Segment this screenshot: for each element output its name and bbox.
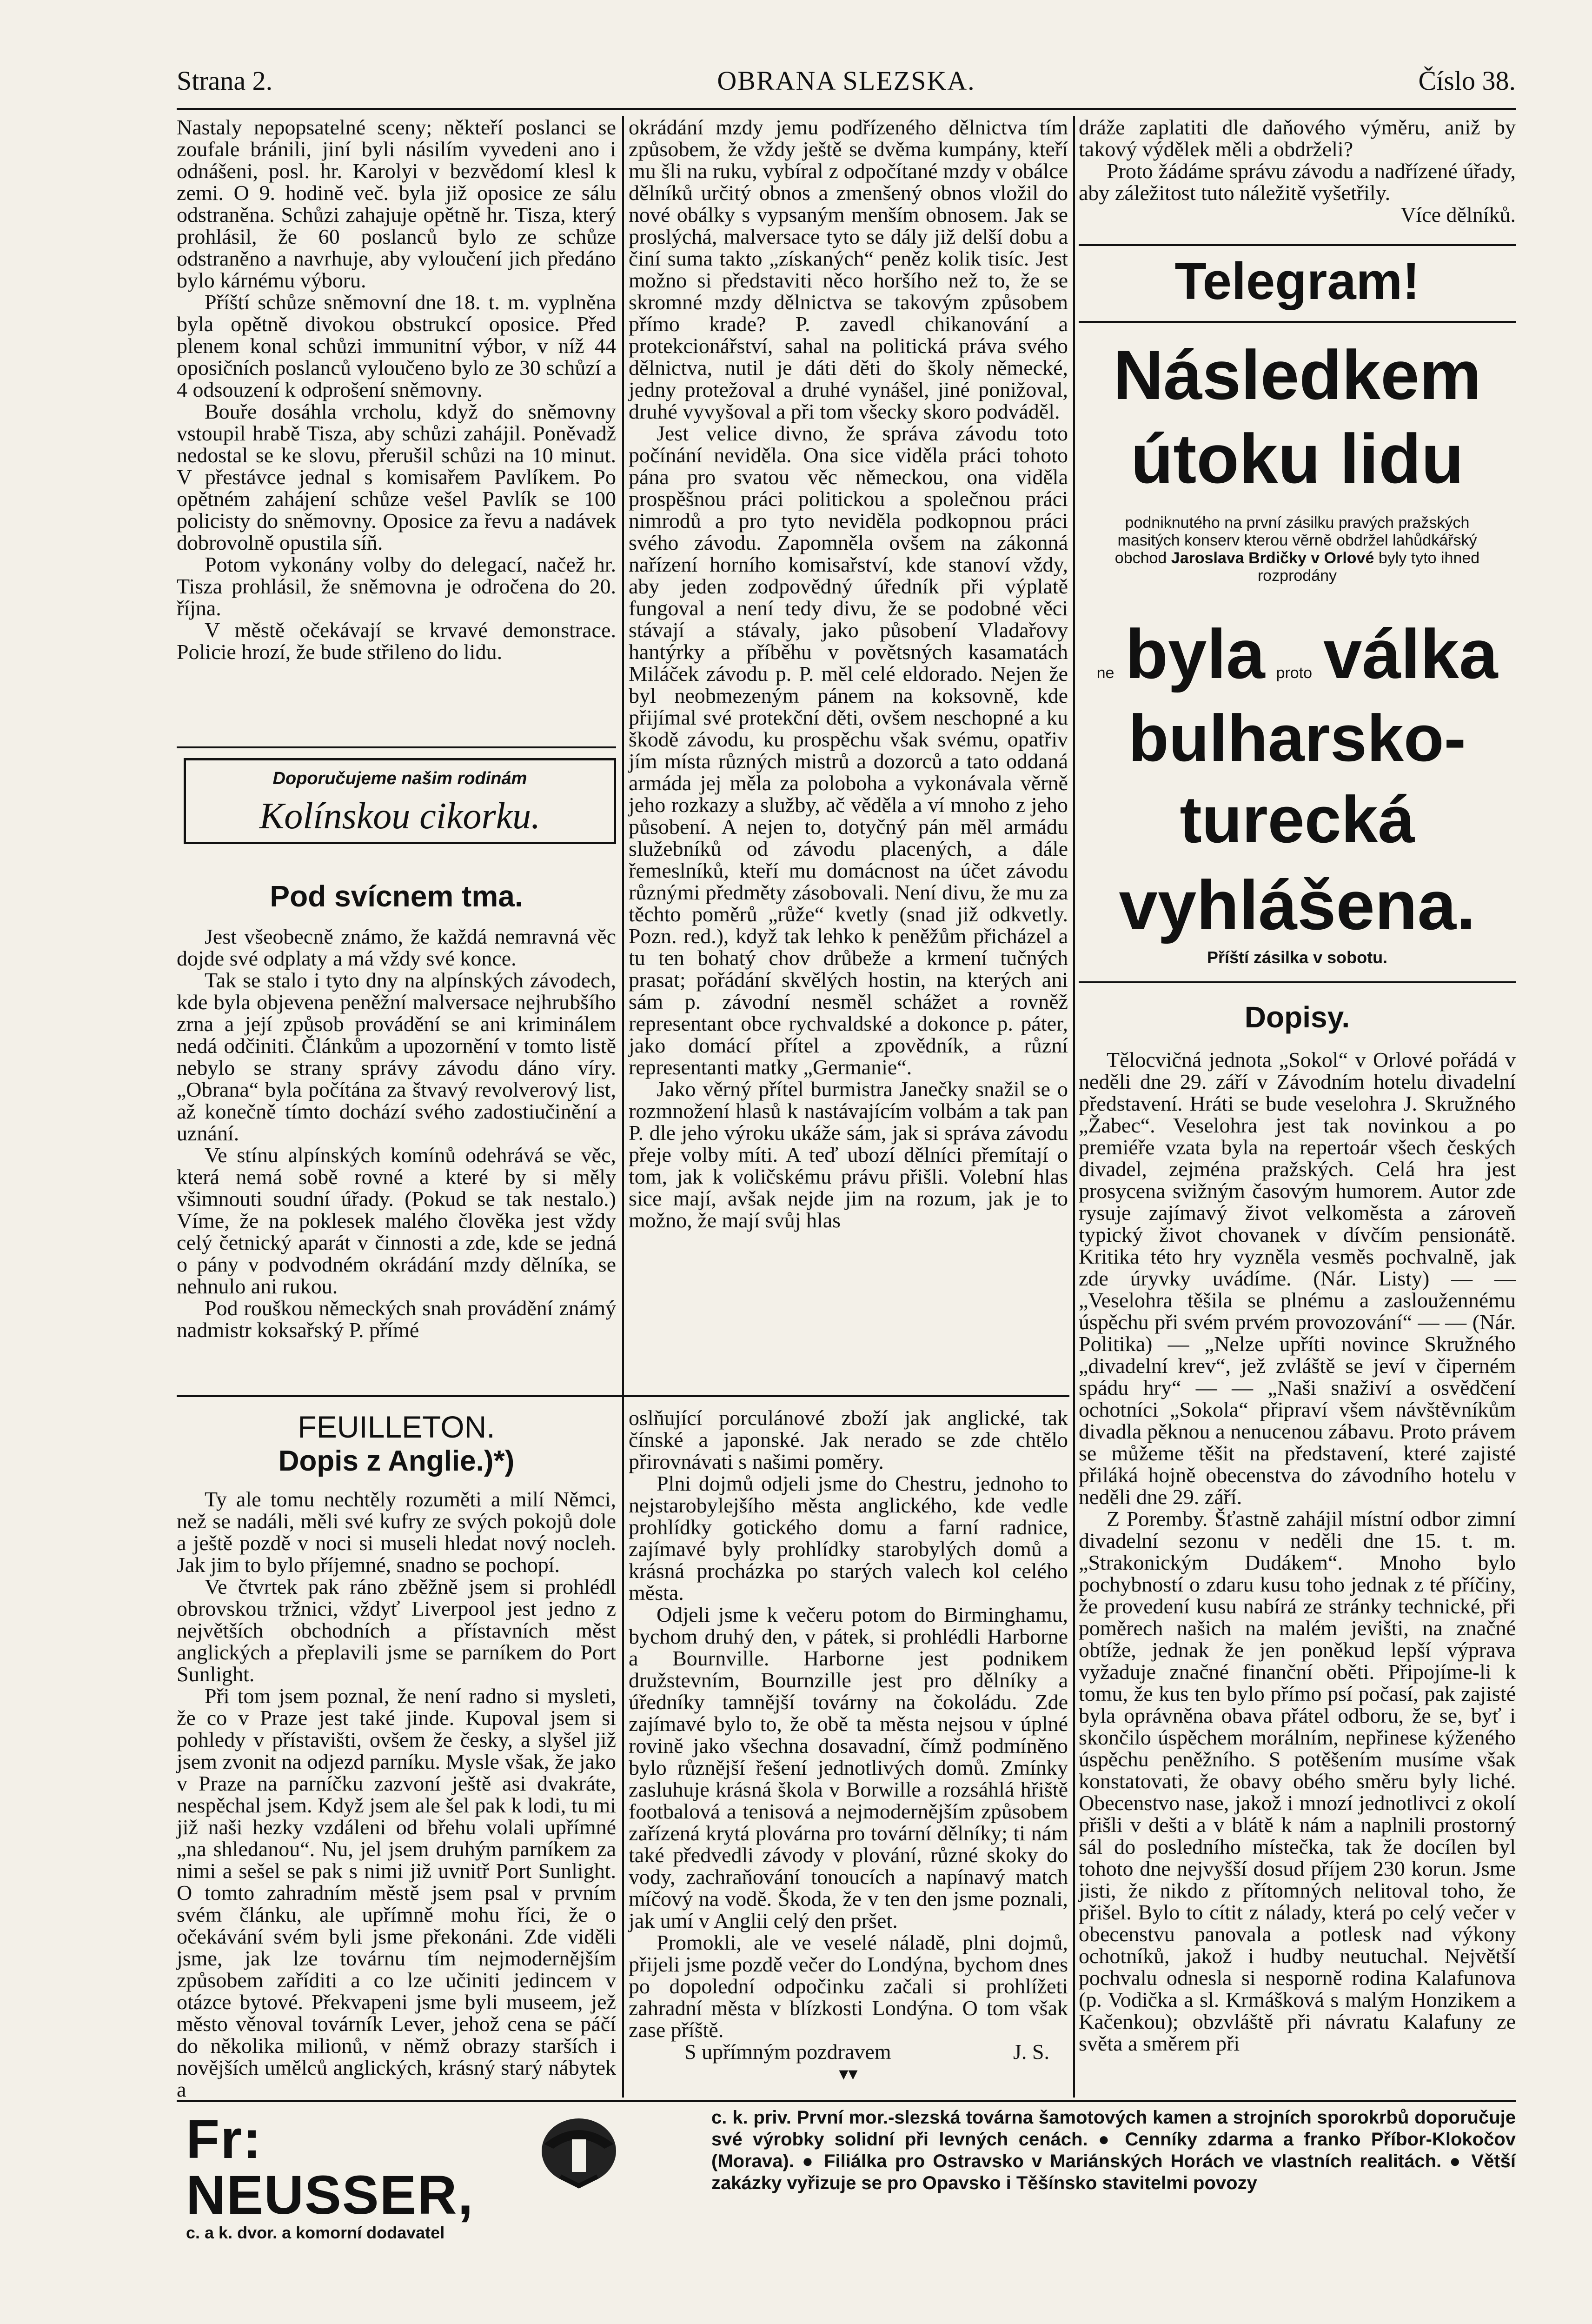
logo-subtitle: c. a k. dvor. a komorní dodavatel [186, 2223, 445, 2242]
feuilleton-title: Dopis z Anglie.)*) [278, 1445, 515, 1477]
ad-line-1: Doporučujeme našim rodinám [272, 769, 527, 788]
article-pod-svicnem [177, 926, 616, 1414]
paragraph: Ty ale tomu nechtěly rozuměti a milí Němci, než se nadáli, měli své kufry ze svých pokojů dole a ještě pozdě v noci si museli hledat nový nocleh. Jak jim to bylo příjemné, snadno se pochopí. [177, 1487, 616, 1577]
paragraph: Tak se stalo i tyto dny na alpínských závodech, kde byla objevena peněžní malversace nejhrubšího zrna a její způsob provádění se ani kriminálem nedá odčiniti. Článkům a upozornění v tomto listě nebylo se strany správy závodu dáno víry. „Obrana“ byla počítána za štvavý revolverový list, až konečně tímto dochází svého zadostiučinění a uznání. [177, 968, 616, 1145]
paragraph: Jako věrný přítel burmistra Janečky snažil se o rozmnožení hlasů k nastávajícím volbám a tak pan P. dle jeho výroku ukáže sám, jak si správa závodu přeje volby míti. A teď ubozí dělníci přemítají o tom, jak k voličskému právu přišli. Volební hlas sice mají, avšak nejde jim na rozum, jak je to možno, že mají svůj hlas [629, 1077, 1068, 1232]
closing-line [629, 2041, 1068, 2063]
paragraph: okrádání mzdy jemu podřízeného dělnictva tím způsobem, že vždy ještě se dvěma kumpány, kteří mu šli na ruku, vybíral z odpočítané mzdy v obálce dělníků určitý obnos a zmenšený obnos vložil do nové obálky s vypsaným menším obnosem. Jak se proslýchá, malversace tyto se dály již delší dobu a činí suma takto „získaných“ peněz kolik tisíc. Jest možno si představiti něco horšího než to, že se skromné mzdy dělnictva se takovým způsobem přímo krade? P. zavedl chikanování a protekcionářství, sahal na politická práva svého dělnictva, nutil je dáti děti do školy německé, jedny protežoval a druhé vynášel, jiné ponižoval, druhé vyvyšoval a při tom všecky skoro podváděl. [629, 115, 1068, 423]
telegram-rule-top [1079, 244, 1516, 246]
paragraph: dráže zaplatiti dle daňového výměru, aniž by takový výdělek měli a obdrželi? [1079, 115, 1516, 161]
paragraph: Jest všeobecně známo, že každá nemravná věc dojde své odplaty a má vždy své konce. [177, 925, 616, 970]
telegram-heading-1: Následkem [1113, 336, 1482, 414]
section-rule [177, 746, 616, 748]
eagle-emblem-icon [535, 2111, 623, 2191]
paragraph: Potom vykonány volby do delegací, načež hr. Tisza prohlásil, že sněmovna je odročena do 20. října. [177, 553, 616, 620]
article-title: Pod svícnem tma. [270, 879, 523, 913]
telegram-heading-3: ne byla proto válka [1096, 615, 1498, 693]
paragraph: Tělocvičná jednota „Sokol“ v Orlové pořádá v neděli dne 29. září v Závodním hotelu divadelní představení. Hráti se bude veselohra J. Skružného „Žabec“. Veselohra jest tak novinkou a po premiéře vzata byla na repertoár všech českých divadel, zejména pražských. Celá hra jest prosycena svižným časovým humorem. Autor zde rysuje zajímavý život velkoměsta a zároveň typický život chovanek v dívčím pensionátě. Kritika této hry vyzněla vesměs pochvalně, jak zde úryvky uvádíme. (Nár. Listy) — — „Veselohra těšila se plnému a zasloužennému úspěchu při svém prvém provozování“ — — (Nár. Politika) — „Nelze upříti novince Skružného „divadelní krev“, jež zvláště se jeví v čiperném spádu hry“ — — „Naši snaživí a osvědčení ochotníci „Sokola“ připraví všem návštěvníkům divadla pěknou a nenucenou zábavu. Proto právem se můžeme těšit na představení, které zajisté přiláká hojně obecenstva do závodního hotelu v neděli dne 29. září. [1079, 1048, 1516, 1509]
section-heading-pod-svicnem [177, 879, 616, 913]
column-2-top [629, 116, 1068, 1381]
signature: Více dělníků. [1400, 203, 1516, 226]
paragraph: Pod rouškou německých snah provádění známý nadmistr koksařský P. přímé [177, 1296, 616, 1342]
page-header [177, 65, 1516, 102]
newspaper-title: OBRANA SLEZSKA. [717, 66, 975, 96]
column-1-top [177, 116, 616, 744]
paragraph: Nastaly nepopsatelné sceny; někteří poslanci se zoufale bránili, jiní byli násilím vyvedeni ano i odnášeni, posl. hr. Karolyi v bezvědomí klesl k zemi. O 9. hodině več. byla již oposice ze sálu odstraněna. Schůzi zahajuje opětně hr. Tisza, který prohlásil, že 60 poslanců bylo ze schůze odstraněno a navrhuje, aby vyloučení jich předáno bylo kárnému výboru. [177, 115, 616, 292]
footer-rule [177, 2100, 1516, 2102]
column-rule-2 [1073, 116, 1075, 2098]
issue-number: Číslo 38. [1418, 66, 1516, 96]
paragraph: Jest velice divno, že správa závodu toto počínání neviděla. Ona sice viděla práci tohoto pána pro svatou věc německou, ona viděla prospěšnou práci politickou a společnou práci nimrodů a pro tyto neviděla podkopnou práci svého závodu. Zapomněla ovšem na zákonná nařízení horního komisařství, kde stanoví vždy, aby jeden zodpovědný úředník při výplatě fungoval a není tedy divu, že se podobné věci stávají a stávaly, jako působení Vladařovy hantýrky a příběhu v povětsných kasamatách Miláček závodu p. P. měl celé eldorado. Nejen že byl neobmezeným pánem na koksovně, kde přijímal své protekční děti, ovšem neschopné a ku škodě závodu, ku prospěchu však svému, opatřiv jím místa různých mistrů a dozorců a tato oddaná armáda jej měla za poloboha a vykonávala věrně jeho rozkazy a služby, ač věděla a ví mnoho z jeho působení. A nejen to, dotyčný pán měl armádu služebníků od závodu placených, a dále řemeslníků, kteří mu domácnost na účet závodu různými předměty zásobovali. Není divu, že mu za těchto poměrů „růže“ kvetly (snad již odkvetly. Pozn. red.), když tak lehko k peněžům přicházel a tu ten bohatý chov drůbeže a krmení tučných prasat; pořádání skvělých hostin, na kterých ani sám p. závodní nesměl schážet a rovněž representant obce rychvaldské a dokonce p. páter, jako domácí přítel a zpovědník, a různí representanti matky „Germanie“. [629, 421, 1068, 1079]
telegram-footer: Příští zásilka v sobotu. [1207, 948, 1388, 967]
paragraph: V městě očekávají se krvavé demonstrace. Policie hrozí, že bude střileno do lidu. [177, 618, 616, 664]
dopisy-text [1079, 1049, 1516, 2095]
paragraph: Ve čtvrtek pak ráno zběžně jsem si prohlédl obrovskou tržnici, vždyť Liverpool jest jedno z největších obchodních a přístavních měst anglických a přeplavili jsme se parníkem do Port Sunlight. [177, 1575, 616, 1686]
telegram-small-text: podniknutého na první zásilku pravých pražských masitých konserv kterou věrně obdržel lahůdkářský obchod Jaroslava Brdičky v Orlové byly tyto ihned rozprodány [1114, 514, 1480, 585]
telegram-title: Telegram! [1174, 252, 1420, 310]
neusser-ad-text: c. k. priv. První mor.-slezská továrna šamotových kamen a strojních sporokrbů doporučuje své výrobky solidní při levných cenách. ● Cenníky zdarma a franko Příbor-Klokočov (Morava). ● Filiálka pro Ostravsko v Mariánských Horách ve vlastních realitách. ● Větší zakázky vyřizuje se pro Opavsko i Těšínsko stavitelmi povozy [711, 2107, 1516, 2193]
paragraph: Proto žádáme správu závodu a nadřízené úřady, aby záležitost tuto náležitě vyšetřily. [1079, 159, 1516, 205]
signature: J. S. [1013, 2040, 1049, 2064]
column-rule-1 [622, 116, 624, 2098]
paragraph: Z Poremby. Šťastně zahájil místní odbor zimní divadelní sezonu v neděli dne 15. t. m. „Strakonickým Dudákem“. Mnoho bylo pochybností o zdaru kusu toho jednak z té příčiny, že provedení kusu nabírá ze stránky technické, při poměrech našich na malém jevišti, na značné obtíže, jednak že jen poněkud lepší výprava vyžaduje značné finanční oběti. Připojíme-li k tomu, že kus ten bylo přímo psí počasí, pak zajisté byla oprávněna obava přátel odboru, že se, byť i skončilo úspěchem morálním, nepřinese kýženého úspěchu peněžního. S potěšením musíme však konstatovati, že obavy obého směru byly liché. Obecenstvo nase, jakož i mnozí jednotlivci z okolí přišli v dešti a v blátě k nám a naplnili prostorný sál do posledního místečka, tak že docílen byl tohoto dne nejvyšší dosud příjem 230 korun. Jsme jisti, že nikdo z přítomných nelitoval toho, že přišel. Bylo to cítit z nálady, která po celý večer v obecenstvu panovala a potlesk nad výkony ochotníků, jakož i hudby neutuchal. Největší pochvalu odnesla si nesporně rodina Kalafunova (p. Vodička a sl. Krmášková s malým Honzikem a Kačenkou); obzvláště při návratu Kalafuny ze světa a směrem při [1079, 1507, 1516, 2055]
telegram-heading-4: bulharsko-turecká [1128, 701, 1466, 857]
header-rule [177, 108, 1516, 110]
paragraph: Ve stínu alpínských komínů odehrává se věc, která nemá sobě rovné a které by si měly všimnouti soudní úřady. (Pokud se tak nestalo.) Víme, že na poklesek malého člověka jest vždy celý četnický aparát v činnosti a zde, kde se jedná o pány v podvodném okrádání mzdy dělníka, se nehnulo ani rukou. [177, 1143, 616, 1298]
feuilleton-heading [177, 1409, 616, 1478]
telegram-rule [1079, 321, 1516, 323]
logo-name: Fr: NEUSSER, [186, 2109, 474, 2226]
shop-name: Jaroslava Brdičky v Orlové [1171, 549, 1374, 567]
paragraph: Bouře dosáhla vrcholu, když do sněmovny vstoupil hrabě Tisza, aby schůzi zahájil. Poněvadž nedostal se ke slovu, přerušil schůzi na 10 minut. V přestávce jednal s komisařem Pavlíkem. Po opětném zahájení schůze vešel Pavlík se 100 policisty do sněmovny. Oposice za řevu a nadávek dobrovolně opustila síň. [177, 400, 616, 554]
end-marks: ▾▾ [839, 2063, 858, 2084]
feuilleton-continued [629, 1407, 1068, 2091]
neusser-logo [186, 2109, 511, 2242]
cikorka-advertisement [184, 758, 616, 844]
ad-line-2: Kolínskou cikorku. [259, 796, 541, 837]
paragraph: Odjeli jsme k večeru potom do Birminghamu, bychom druhý den, v pátek, si prohlédli Harborne a Bournville. Harborne jest podnikem družstevním, Bournzille jest pro dělníky a úředníky tamnější továrny na čokoládu. Zde zajímavé bylo to, že obě ta města nejsou v úplné rovině jako všechna dosavadní, čímž podmíněno bylo různější řešení jednotlivých domů. Zmínky zasluhuje krásná škola v Borwille a rozsáhlá hřiště footbalová a tenisová a nejmodernějším způsobem zařízená krytá plovárna pro tovární dělníky; ti nám také předvedli závody v plování, různé skoky do vody, zachraňování tonoucích a napínavý match míčový na vodě. Škoda, že v ten den jsme poznali, jak umí v Anglii celý den pršet. [629, 1603, 1068, 1932]
page-number: Strana 2. [177, 66, 273, 96]
paragraph: Plni dojmů odjeli jsme do Chestru, jednoho to nejstarobylejšího města anglického, kde vedle prohlídky gotického domu a farní radnice, zajímavé byly prohlídky starobylých domů a krásná procházka po starých valech kol celého města. [629, 1472, 1068, 1605]
telegram-heading-2: útoku lidu [1130, 420, 1464, 498]
closing: S upřímným pozdravem [684, 2040, 891, 2064]
dopisy-title: Dopisy. [1244, 1000, 1350, 1034]
column-3-top [1079, 116, 1516, 237]
dopisy-heading [1079, 1000, 1516, 1034]
dopisy-rule [1079, 981, 1516, 983]
paragraph: oslňující porculánové zboží jak anglické, tak čínské a japonské. Jak nerado se zde chtělo přirovnávati s našimi poměry. [629, 1406, 1068, 1473]
paragraph: Při tom jsem poznal, že není radno si mysleti, že co v Praze jest také jinde. Kupoval jsem si pohledy v přístavišti, ovšem že česky, a slyšel již jsem zvonit na odjezd parníku. Mysle však, že jako v Praze na parníčku zazvoní ještě asi dvakráte, nespěchal jsem. Když jsem ale šel pak k lodi, tu mi již naši hezky vzdáleni od břehu volali upřímné „na shledanou“. Nu, jel jsem druhým parníkem za nimi a sešel se pak s nimi již uvnitř Port Sunlight. O tomto zahradním městě jsem psal v prvním svém článku, ale upřímně mohu říci, že o očekávání svém byli jsme překonáni. Zde viděli jsme, jak lze továrnu tím nejmodernějším způsobem zaříditi a co lze učiniti jedincem v otázce bytové. Překvapeni jsme byli museem, jež město věnoval továrník Lever, jehož cena se páčí do několika milionů, v němž obrazy starších i novějších umělců anglických, krásný starý nábytek a [177, 1684, 616, 2101]
paragraph: Příští schůze sněmovní dne 18. t. m. vyplněna byla opětně divokou obstrukcí oposice. Před plenem konal schůzi immunitní výbor, v níž 44 oposičních poslanců vyloučeno bylo ze 30 schůzí a 4 odsouzení k odprošení sněmovny. [177, 290, 616, 401]
telegram-heading-5: vyhlášena. [1119, 866, 1476, 944]
feuilleton-rule [177, 1395, 1069, 1397]
feuilleton-label: FEUILLETON. [298, 1410, 495, 1444]
paragraph: Promokli, ale ve veselé náladě, plni dojmů, přijeli jsme pozdě večer do Londýna, bychom dnes po dopolední odpočinku začali si prohlížeti zahradní města v blízkosti Londýna. O tom však zase příště. [629, 1931, 1068, 2042]
feuilleton-text [177, 1487, 616, 2101]
